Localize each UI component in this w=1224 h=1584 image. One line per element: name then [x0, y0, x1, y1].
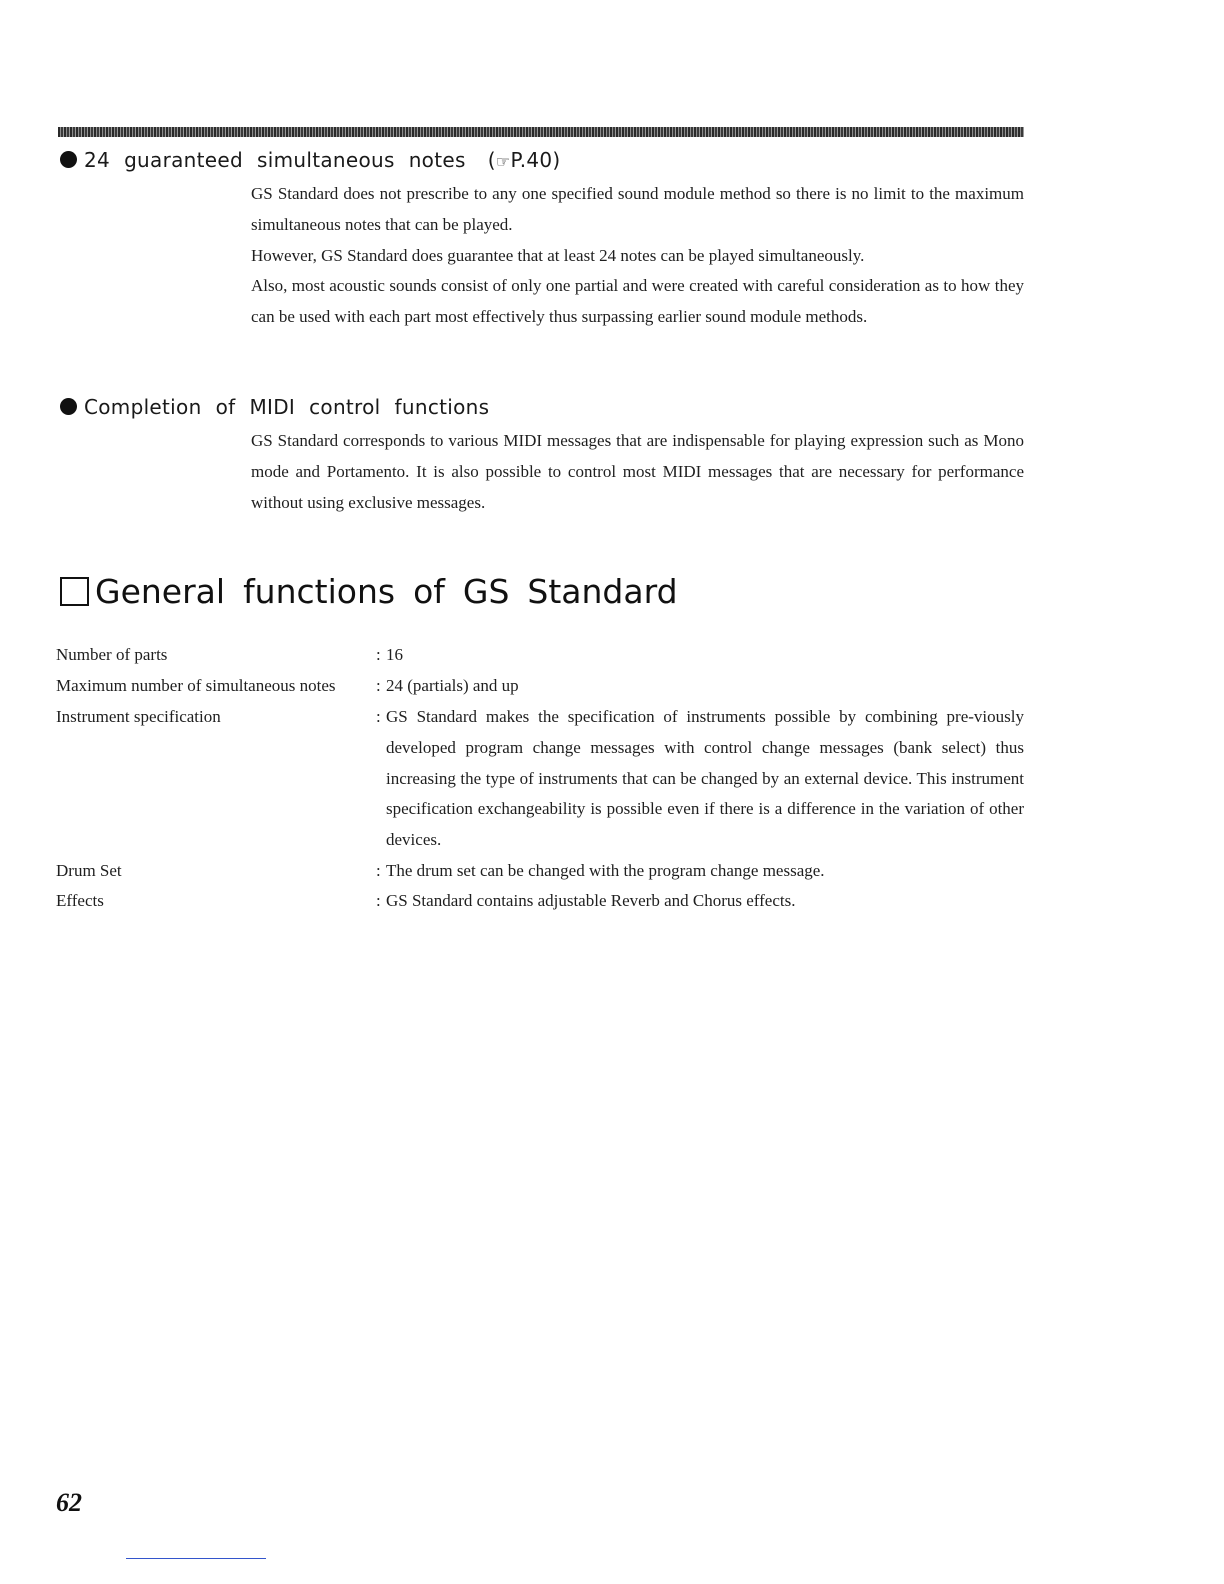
spec-colon: : [376, 891, 381, 910]
title-word: Standard [527, 572, 678, 611]
section-heading-midi-control [60, 395, 503, 419]
footer-rule [126, 1558, 266, 1559]
page-reference-text: P.40 [510, 148, 553, 172]
heading-word: simultaneous [257, 148, 395, 172]
heading-word: 24 [84, 148, 111, 172]
bullet-icon [60, 151, 77, 168]
spec-colon: : [376, 645, 381, 664]
page-number: 62 [56, 1488, 82, 1517]
spec-label: Effects [56, 891, 104, 910]
spec-colon: : [376, 707, 381, 726]
heading-word: MIDI [249, 395, 296, 419]
paragraph: Also, most acoustic sounds consist of only one partial and were created with careful consideration as to how they can be used with each part most effectively thus surpassing earlier sound module methods. [251, 276, 1024, 327]
section-body-midi-control [251, 426, 1024, 518]
general-functions-title [60, 572, 678, 611]
paragraph: However, GS Standard does guarantee that at least 24 notes can be played simultaneously. [251, 245, 865, 265]
pointing-hand-icon: ☞ [495, 152, 511, 171]
header-rule [58, 127, 1024, 137]
spec-value: GS Standard makes the specification of instruments possible by combining pre-viously developed program change messages with control change messages (bank select) thus increasing the type of instruments that can be changed by an external device. This instrument specification exchangeability is possible even if there is a difference in the variation of other devices. [386, 707, 1024, 850]
spec-label: Drum Set [56, 861, 122, 880]
heading-word: Completion [84, 395, 202, 419]
title-word: of [413, 572, 445, 611]
spec-value: The drum set can be changed with the program change message. [386, 861, 825, 880]
spec-colon: : [376, 861, 381, 880]
heading-word: notes [408, 148, 466, 172]
title-word: GS [462, 572, 510, 611]
spec-label: Number of parts [56, 645, 168, 664]
page-reference: (☞P.40) [487, 148, 561, 172]
bullet-icon [60, 398, 77, 415]
checkbox-square-icon [60, 577, 89, 606]
spec-value: 24 (partials) and up [386, 676, 519, 695]
paragraph: GS Standard corresponds to various MIDI messages that are indispensable for playing expression such as Mono mode and Portamento. It is also possible to control most MIDI messages that are necessary for performance without using exclusive messages. [251, 431, 1024, 512]
section-heading-guaranteed-notes [60, 148, 561, 172]
spec-label: Instrument specification [56, 707, 221, 726]
spec-colon: : [376, 676, 381, 695]
title-word: General [95, 572, 226, 611]
heading-word: guaranteed [124, 148, 243, 172]
heading-word: functions [394, 395, 490, 419]
spec-value: GS Standard contains adjustable Reverb and Chorus effects. [386, 891, 796, 910]
section-body-guaranteed-notes [251, 179, 1024, 333]
heading-word: control [309, 395, 381, 419]
heading-word: of [215, 395, 236, 419]
paragraph: GS Standard does not prescribe to any one specified sound module method so there is no limit to the maximum simultaneous notes that can be played. [251, 184, 1024, 234]
spec-value: 16 [386, 645, 403, 664]
title-word: functions [243, 572, 396, 611]
spec-label: Maximum number of simultaneous notes [56, 676, 336, 695]
